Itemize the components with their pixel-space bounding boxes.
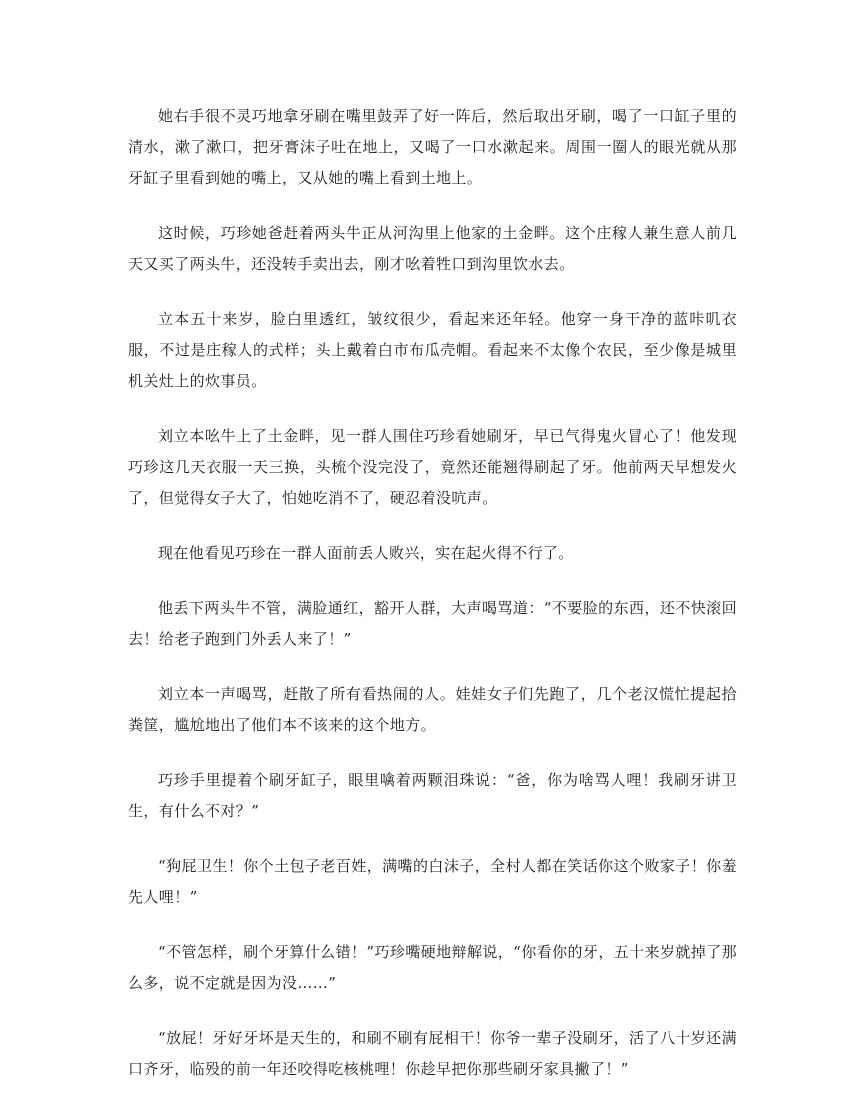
paragraph: “放屁！牙好牙坏是天生的，和刷不刷有屁相干！你爷一辈子没刷牙，活了八十岁还满口齐牙，临殁的前一年还咬得吃核桃哩！你趁早把你那些刷牙家具撇了！” <box>128 1029 737 1078</box>
paragraph: 这时候，巧珍她爸赶着两头牛正从河沟里上他家的土金畔。这个庄稼人兼生意人前几天又买了两头牛，还没转手卖出去，刚才吆着牲口到沟里饮水去。 <box>128 224 737 273</box>
paragraph: 他丢下两头牛不管，满脸通红，豁开人群，大声喝骂道：“不要脸的东西，还不快滚回去！给老子跑到门外丢人来了！” <box>128 599 737 648</box>
paragraph: 刘立本一声喝骂，赶散了所有看热闹的人。娃娃女子们先跑了，几个老汉慌忙提起拾粪筐，尴尬地出了他们本不该来的这个地方。 <box>128 685 737 734</box>
document-body <box>128 101 737 1109</box>
paragraph: “不管怎样，刷个牙算什么错！”巧珍嘴硬地辩解说，“你看你的牙，五十来岁就掉了那么多，说不定就是因为没……” <box>128 943 737 992</box>
paragraph: 她右手很不灵巧地拿牙刷在嘴里鼓弄了好一阵后，然后取出牙刷，喝了一口缸子里的清水，漱了漱口，把牙膏沫子吐在地上，又喝了一口水漱起来。周围一圈人的眼光就从那牙缸子里看到她的嘴上，又从她的嘴上看到土地上。 <box>128 107 737 187</box>
paragraph: 巧珍手里提着个刷牙缸子，眼里噙着两颗泪珠说：“爸，你为啥骂人哩！我刷牙讲卫生，有什么不对？” <box>128 771 737 820</box>
paragraph: 立本五十来岁，脸白里透红，皱纹很少，看起来还年轻。他穿一身干净的蓝咔叽衣服，不过是庄稼人的式样；头上戴着白市布瓜壳帽。看起来不太像个农民，至少像是城里机关灶上的炊事员。 <box>128 310 737 390</box>
paragraph: “狗屁卫生！你个土包子老百姓，满嘴的白沫子，全村人都在笑话你这个败家子！你羞先人哩！” <box>128 857 737 906</box>
paragraph: 刘立本吆牛上了土金畔，见一群人围住巧珍看她刷牙，早已气得鬼火冒心了！他发现巧珍这几天衣服一天三换，头梳个没完没了，竟然还能翘得刷起了牙。他前两天早想发火了，但觉得女子大了，怕她吃消不了，硬忍着没吭声。 <box>128 427 737 507</box>
paragraph: 现在他看见巧珍在一群人面前丢人败兴，实在起火得不行了。 <box>158 544 574 562</box>
